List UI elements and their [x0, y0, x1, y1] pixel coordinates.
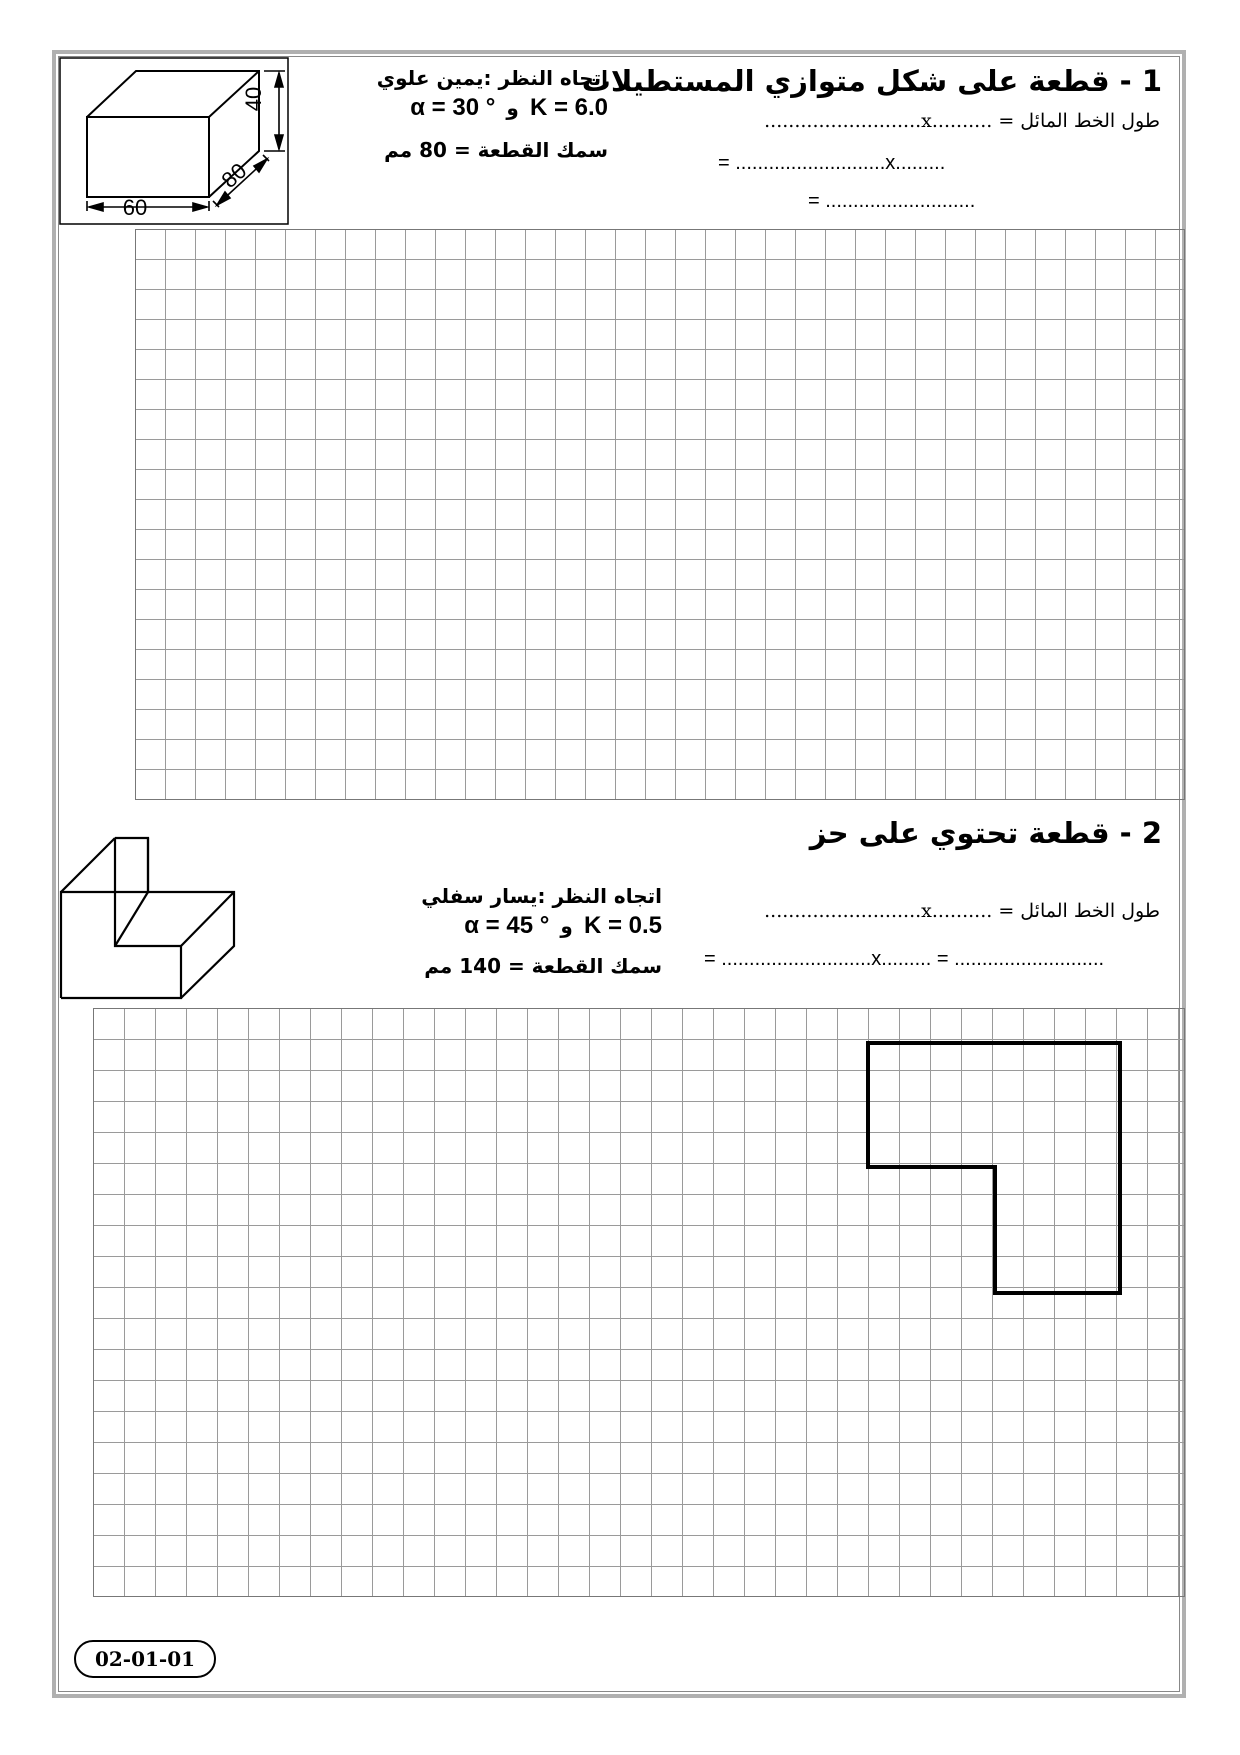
exercise-1-alpha-k: α = 30 ° و K = 6.0 [410, 94, 608, 121]
exercise-1-number: 1 [1141, 64, 1162, 98]
exercise-2-answer-line-1: طول الخط المائل = ..........x.......................... [764, 900, 1160, 922]
exercise-1-answer-line-2: = ...........................x......... [718, 152, 946, 174]
page-code-badge: 02-01-01 [74, 1640, 216, 1678]
exercise-1-drawing-grid[interactable] [135, 229, 1185, 800]
exercise-1-view-direction: اتجاه النظر :يمين علوي [376, 66, 608, 90]
exercise-2-front-view [865, 1040, 1127, 1296]
exercise-2-block-figure [58, 830, 238, 1005]
exercise-1-answer-line-3: = ........................... [808, 190, 976, 212]
exercise-2-alpha-k: α = 45 ° و K = 0.5 [464, 912, 662, 939]
exercise-1-box-figure [59, 57, 289, 225]
exercise-2-thickness: سمك القطعة = 140 مم [424, 954, 662, 978]
exercise-2-title: 2 - قطعة تحتوي على حز [809, 816, 1162, 850]
dimension-depth-label: 80 [216, 157, 252, 193]
exercise-1-answer-line-1: طول الخط المائل = ..........x.......................... [764, 110, 1160, 132]
exercise-2-view-direction: اتجاه النظر :يسار سفلي [421, 884, 662, 908]
exercise-1-thickness: سمك القطعة = 80 مم [384, 138, 608, 162]
exercise-2-number: 2 [1141, 816, 1162, 850]
dimension-height-label: 40 [241, 86, 266, 112]
dimension-width-label: 60 [122, 195, 148, 220]
exercise-1-title: 1 - قطعة على شكل متوازي المستطيلات [581, 64, 1162, 98]
exercise-2-answer-line-2: = ...........................x......... = ........................... [704, 948, 1105, 970]
